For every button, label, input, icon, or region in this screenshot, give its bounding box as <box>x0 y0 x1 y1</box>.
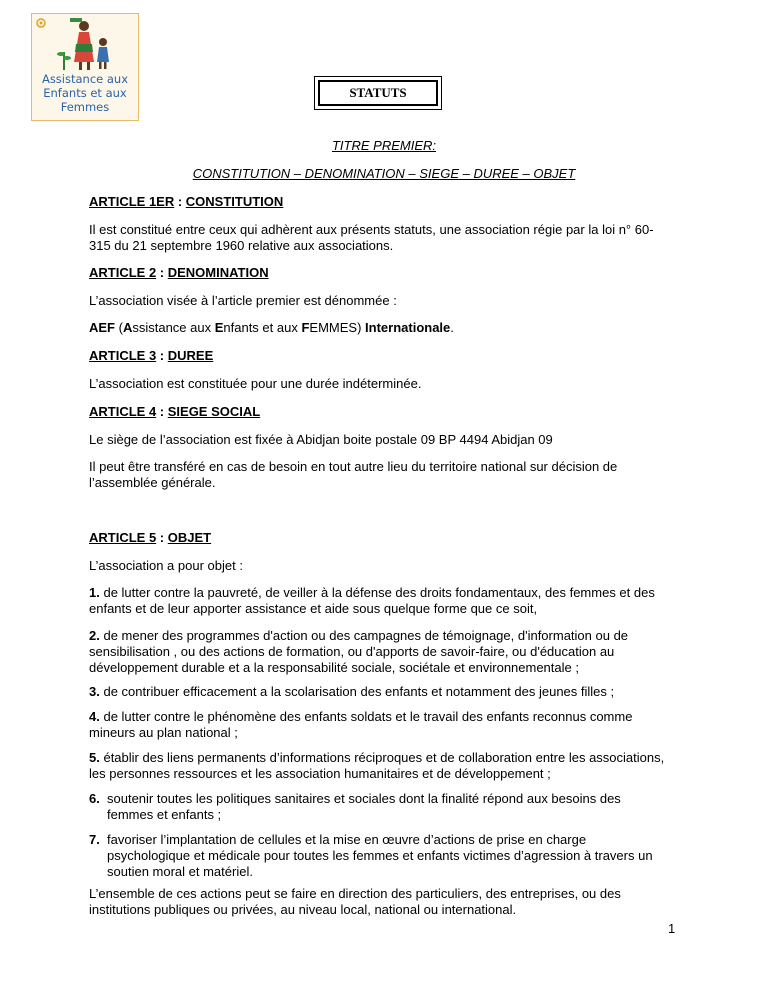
aef-name <box>89 320 454 335</box>
list-item-text: soutien moral et matériel. <box>107 864 253 879</box>
logo-line: Femmes <box>60 100 110 114</box>
list-item-number: 2. <box>89 628 100 643</box>
article-3-text: L’association est constituée pour une durée indéterminée. <box>89 376 422 391</box>
list-item-number: 5. <box>89 750 100 765</box>
article-name: DUREE <box>167 348 214 363</box>
aef-part: A <box>122 320 133 335</box>
list-item-text: de lutter contre le phénomène des enfants soldats et le travail des enfants reconnus comme <box>103 709 633 724</box>
aef-part: nfants et aux <box>223 320 302 335</box>
aef-part: Internationale <box>365 320 451 335</box>
list-item <box>89 585 655 600</box>
list-item <box>89 709 632 724</box>
article-label: ARTICLE 1ER <box>89 194 175 209</box>
article-sep: : <box>156 265 168 280</box>
list-item-text: favoriser l’implantation de cellules et la mise en œuvre d’actions de prise en charge <box>107 832 587 847</box>
list-item-text: psychologique et médicale pour toutes les femmes et enfants victimes d’agression à travers un <box>107 848 653 863</box>
aef-part: ( <box>115 320 123 335</box>
article-label: ARTICLE 4 <box>89 404 157 419</box>
list-item-number: 6. <box>89 791 100 806</box>
article-3-heading <box>89 348 213 363</box>
article-4-text: Il peut être transféré en cas de besoin en tout autre lieu du territoire national sur décision de <box>89 459 618 474</box>
article-5-closing: institutions publiques ou privées, au niveau local, national ou international. <box>89 902 517 917</box>
article-4-text: Le siège de l’association est fixée à Abidjan boite postale 09 BP 4494 Abidjan 09 <box>89 432 553 447</box>
article-name: DENOMINATION <box>167 265 269 280</box>
list-item-number: 7. <box>89 832 100 847</box>
article-sep: : <box>156 404 168 419</box>
article-sep: : <box>174 194 186 209</box>
list-item <box>89 628 628 643</box>
list-item-number: 1. <box>89 585 100 600</box>
logo-line: Enfants et aux <box>43 86 127 100</box>
article-label: ARTICLE 3 <box>89 348 157 363</box>
article-4-heading <box>89 404 260 419</box>
list-item-text: femmes et enfants ; <box>107 807 222 822</box>
aef-part: . <box>450 320 454 335</box>
list-item-text: établir des liens permanents d’informations réciproques et de collaboration entre les associations, <box>103 750 665 765</box>
list-item-text: enfants et de leur apporter assistance et aide sous quelque forme que ce soit, <box>89 601 538 616</box>
article-2-text: L’association visée à l’article premier est dénommée : <box>89 293 397 308</box>
list-item-text: de contribuer efficacement a la scolarisation des enfants et notamment des jeunes filles ; <box>103 684 615 699</box>
article-5-intro: L’association a pour objet : <box>89 558 243 573</box>
aef-part: EMMES) <box>309 320 366 335</box>
article-5-heading <box>89 530 211 545</box>
section-subtitle: CONSTITUTION – DENOMINATION – SIEGE – DUREE – OBJET <box>192 166 576 181</box>
article-sep: : <box>156 348 168 363</box>
list-item <box>89 684 614 699</box>
article-2-heading <box>89 265 269 280</box>
list-item-text: sensibilisation , ou des actions de formation, ou d'apports de savoir-faire, ou d'éducation au <box>89 644 615 659</box>
article-name: CONSTITUTION <box>185 194 284 209</box>
logo-figures-illustration <box>32 14 138 74</box>
list-item-number: 3. <box>89 684 100 699</box>
association-logo <box>31 13 139 121</box>
article-4-text: l’assemblée générale. <box>89 475 216 490</box>
aef-part: F <box>301 320 310 335</box>
article-name: OBJET <box>167 530 212 545</box>
article-1-text: 315 du 21 septembre 1960 relative aux associations. <box>89 238 394 253</box>
document-title: STATUTS <box>318 80 438 106</box>
article-1-text: Il est constitué entre ceux qui adhèrent aux présents statuts, une association régie par la loi n° 60- <box>89 222 654 237</box>
logo-text <box>32 72 138 114</box>
list-item <box>89 750 664 765</box>
article-sep: : <box>156 530 168 545</box>
list-item-number: 4. <box>89 709 100 724</box>
titre-premier: TITRE PREMIER: <box>331 138 436 153</box>
list-item-text: développement durable et a la responsabilité sociale, sociétale et environnementale ; <box>89 660 579 675</box>
list-item-text: mineurs au plan national ; <box>89 725 238 740</box>
page-number: 1 <box>668 921 676 936</box>
list-item-text: les personnes ressources et les association humanitaires et de développement ; <box>89 766 551 781</box>
article-1-heading <box>89 194 283 209</box>
list-item-text: de mener des programmes d'action ou des campagnes de témoignage, d'information ou de <box>103 628 629 643</box>
list-item-text: soutenir toutes les politiques sanitaires et sociales dont la finalité répond aux besoins des <box>107 791 621 806</box>
article-5-closing: L’ensemble de ces actions peut se faire en direction des particuliers, des entreprises, ou des <box>89 886 621 901</box>
logo-line: Assistance aux <box>41 72 129 86</box>
aef-part: ssistance aux <box>132 320 215 335</box>
article-name: SIEGE SOCIAL <box>167 404 261 419</box>
article-label: ARTICLE 2 <box>89 265 157 280</box>
aef-part: E <box>214 320 224 335</box>
list-item-text: de lutter contre la pauvreté, de veiller à la défense des droits fondamentaux, des femmes et des <box>103 585 655 600</box>
aef-part: AEF <box>89 320 115 335</box>
article-label: ARTICLE 5 <box>89 530 157 545</box>
document-title-box <box>314 76 442 110</box>
